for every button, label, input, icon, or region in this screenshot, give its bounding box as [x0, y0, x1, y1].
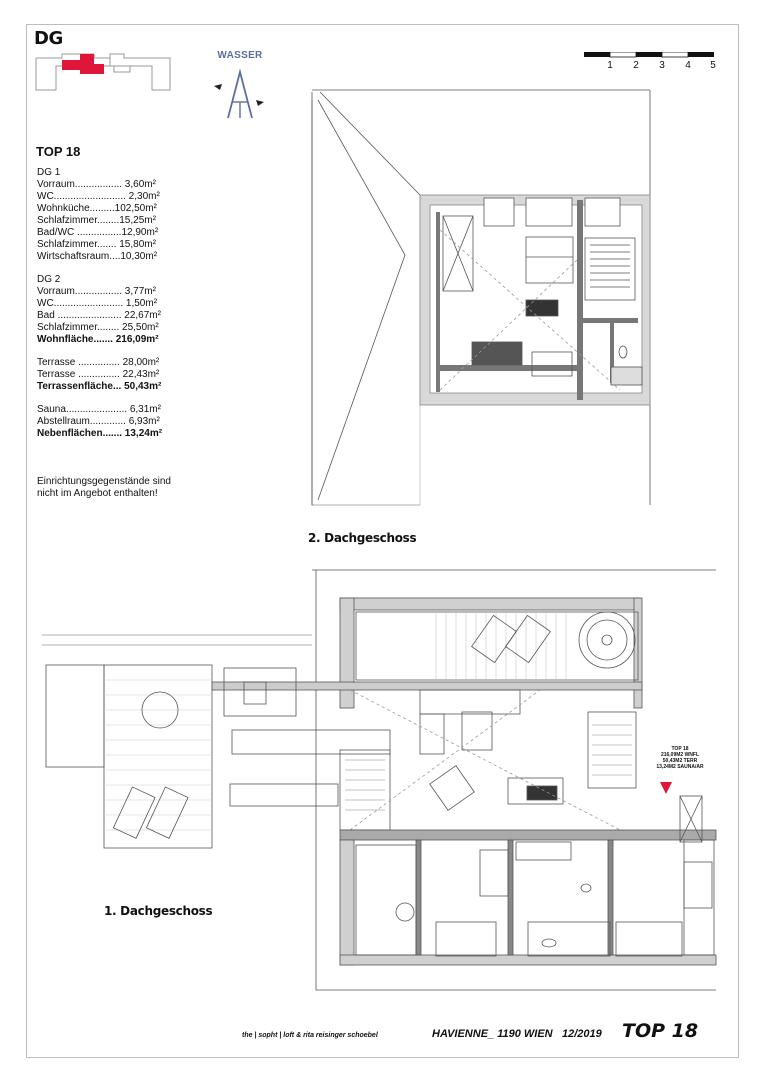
upper-plan-label: 2. Dachgeschoss [308, 531, 417, 545]
footer-date: 12/2019 [562, 1028, 602, 1040]
scale-tick: 1 [607, 60, 613, 71]
dg2-heading: DG 2 [37, 274, 61, 285]
level-code: DG [34, 28, 63, 49]
scale-tick: 4 [685, 60, 691, 71]
unit-tag-line: 50,43M2 TERR [662, 758, 698, 764]
area-row: Bad ....................... 22,67m² [37, 310, 161, 321]
north-label: WASSER [217, 50, 263, 61]
lower-floor-plan [42, 570, 716, 990]
note-line: Einrichtungsgegenstände sind [37, 476, 171, 487]
total-nebenflaechen: Nebenflächen....... 13,24m² [37, 428, 163, 439]
total-terrassenflaeche: Terrassenfläche... 50,43m² [37, 381, 162, 392]
footer-unit: TOP 18 [622, 1020, 699, 1042]
footer-project: HAVIENNE_ 1190 WIEN [432, 1028, 553, 1040]
unit-tag [655, 746, 705, 770]
dg1-heading: DG 1 [37, 167, 61, 178]
area-row: Vorraum................. 3,77m² [37, 286, 156, 297]
unit-tag-line: TOP 18 [671, 746, 689, 752]
area-row: Abstellraum............. 6,93m² [37, 416, 160, 427]
area-row: Schlafzimmer....... 15,80m² [37, 239, 156, 250]
area-row: Sauna...................... 6,31m² [37, 404, 161, 415]
area-row: Wirtschaftsraum....10,30m² [37, 251, 158, 262]
area-row: Bad/WC ................12,90m² [37, 227, 159, 238]
area-row: Schlafzimmer........15,25m² [37, 215, 156, 226]
unit-tag-line: 13,24M2 SAUNA/AR [656, 764, 704, 770]
area-row: WC......................... 1,50m² [37, 298, 158, 309]
area-row: Wohnküche.........102,50m² [37, 203, 157, 214]
upper-floor-plan [312, 90, 650, 505]
scale-tick: 2 [633, 60, 639, 71]
scale-tick: 5 [710, 60, 716, 71]
scale-tick: 3 [659, 60, 665, 71]
unit-marker [660, 782, 672, 794]
area-row: Terrasse ............... 28,00m² [37, 357, 160, 368]
footer-credit: the | sopht | loft & rita reisinger schoebel [242, 1032, 378, 1039]
note-line: nicht im Angebot enthalten! [37, 488, 158, 499]
area-row: Schlafzimmer........ 25,50m² [37, 322, 159, 333]
area-row: Terrasse ............... 22,43m² [37, 369, 160, 380]
unit-title: TOP 18 [36, 144, 81, 159]
lower-plan-label: 1. Dachgeschoss [104, 904, 213, 918]
area-row: Vorraum................. 3,60m² [37, 179, 156, 190]
area-row: WC.......................... 2,30m² [37, 191, 160, 202]
total-wohnflaeche: Wohnfläche....... 216,09m² [37, 334, 159, 345]
unit-tag-line: 216,09M2 WNFL [660, 752, 700, 758]
